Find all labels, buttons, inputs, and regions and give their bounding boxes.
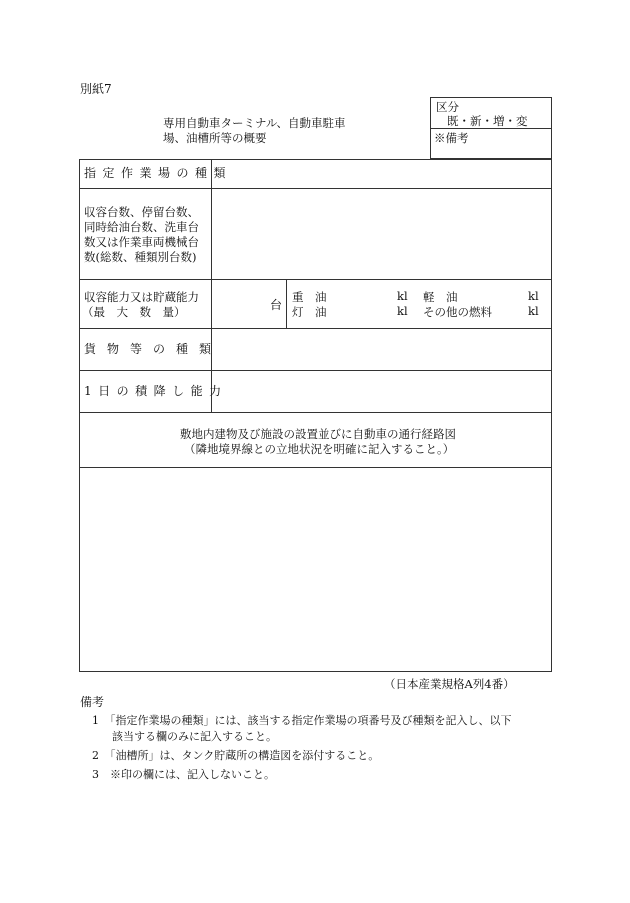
biko-mark-label: ※備考 [434,131,469,145]
designated-workplace-type-label: 指定作業場の種類 [84,166,233,180]
form-number: 別紙7 [80,82,112,96]
vehicle-count-label-line1: 収容台数、停留台数、 [84,205,199,219]
site-map-heading-line1: 敷地内建物及び施設の設置並びに自動車の通行経路図 [180,427,456,441]
form-title-line1: 専用自動車ターミナル、自動車駐車 [163,116,346,130]
kubun-label: 区分 [436,100,459,114]
capacity-unit-dai: 台 [270,298,283,312]
capacity-label-line1: 収容能力又は貯蔵能力 [84,290,199,304]
fuel-heavy-oil-unit: kl [397,289,408,303]
fuel-kerosene-unit: kl [397,304,408,318]
note-2: 2 「油槽所」は、タンク貯蔵所の構造図を添付すること。 [92,749,380,762]
daily-loading-capacity-label: 1日の積降し能力 [84,384,228,398]
note-3: 3 ※印の欄には、記入しないこと。 [92,768,275,781]
fuel-other-label: その他の燃料 [423,305,492,319]
cargo-type-label: 貨物等の種類 [84,342,223,356]
fuel-heavy-oil-label: 重 油 [292,290,327,304]
kubun-options[interactable]: 既・新・増・変 [447,114,528,128]
site-map-drawing-area[interactable] [80,468,551,671]
fuel-other-unit: kl [528,304,539,318]
fuel-light-oil-unit: kl [528,289,539,303]
capacity-unit-divider [286,279,287,328]
row-divider [79,279,552,280]
vehicle-count-label-line4: 数(総数、種類別台数) [84,250,197,264]
paper-size-note: （日本産業規格A列4番） [384,677,515,691]
note-1-line2: 該当する欄のみに記入すること。 [112,730,277,743]
cargo-type-input[interactable] [212,329,551,370]
form-title-line2: 場、油槽所等の概要 [163,131,267,145]
fuel-light-oil-label: 軽 油 [423,290,458,304]
daily-loading-capacity-input[interactable] [212,371,551,412]
vehicle-count-input[interactable] [212,189,551,278]
row-divider [79,412,552,413]
notes-title: 備考 [80,695,105,709]
designated-workplace-type-input[interactable] [212,160,551,188]
vehicle-count-label-line3: 数又は作業車両機械台 [84,235,199,249]
capacity-label-line2: （最 大 数 量） [82,305,186,319]
fuel-kerosene-label: 灯 油 [292,305,327,319]
site-map-heading-line2: （隣地境界線との立地状況を明確に記入すること。） [184,442,455,456]
note-1-line1: 1 「指定作業場の種類」には、該当する指定作業場の項番号及び種類を記入し、以下 [92,714,512,727]
vehicle-count-label-line2: 同時給油台数、洗車台 [84,220,199,234]
